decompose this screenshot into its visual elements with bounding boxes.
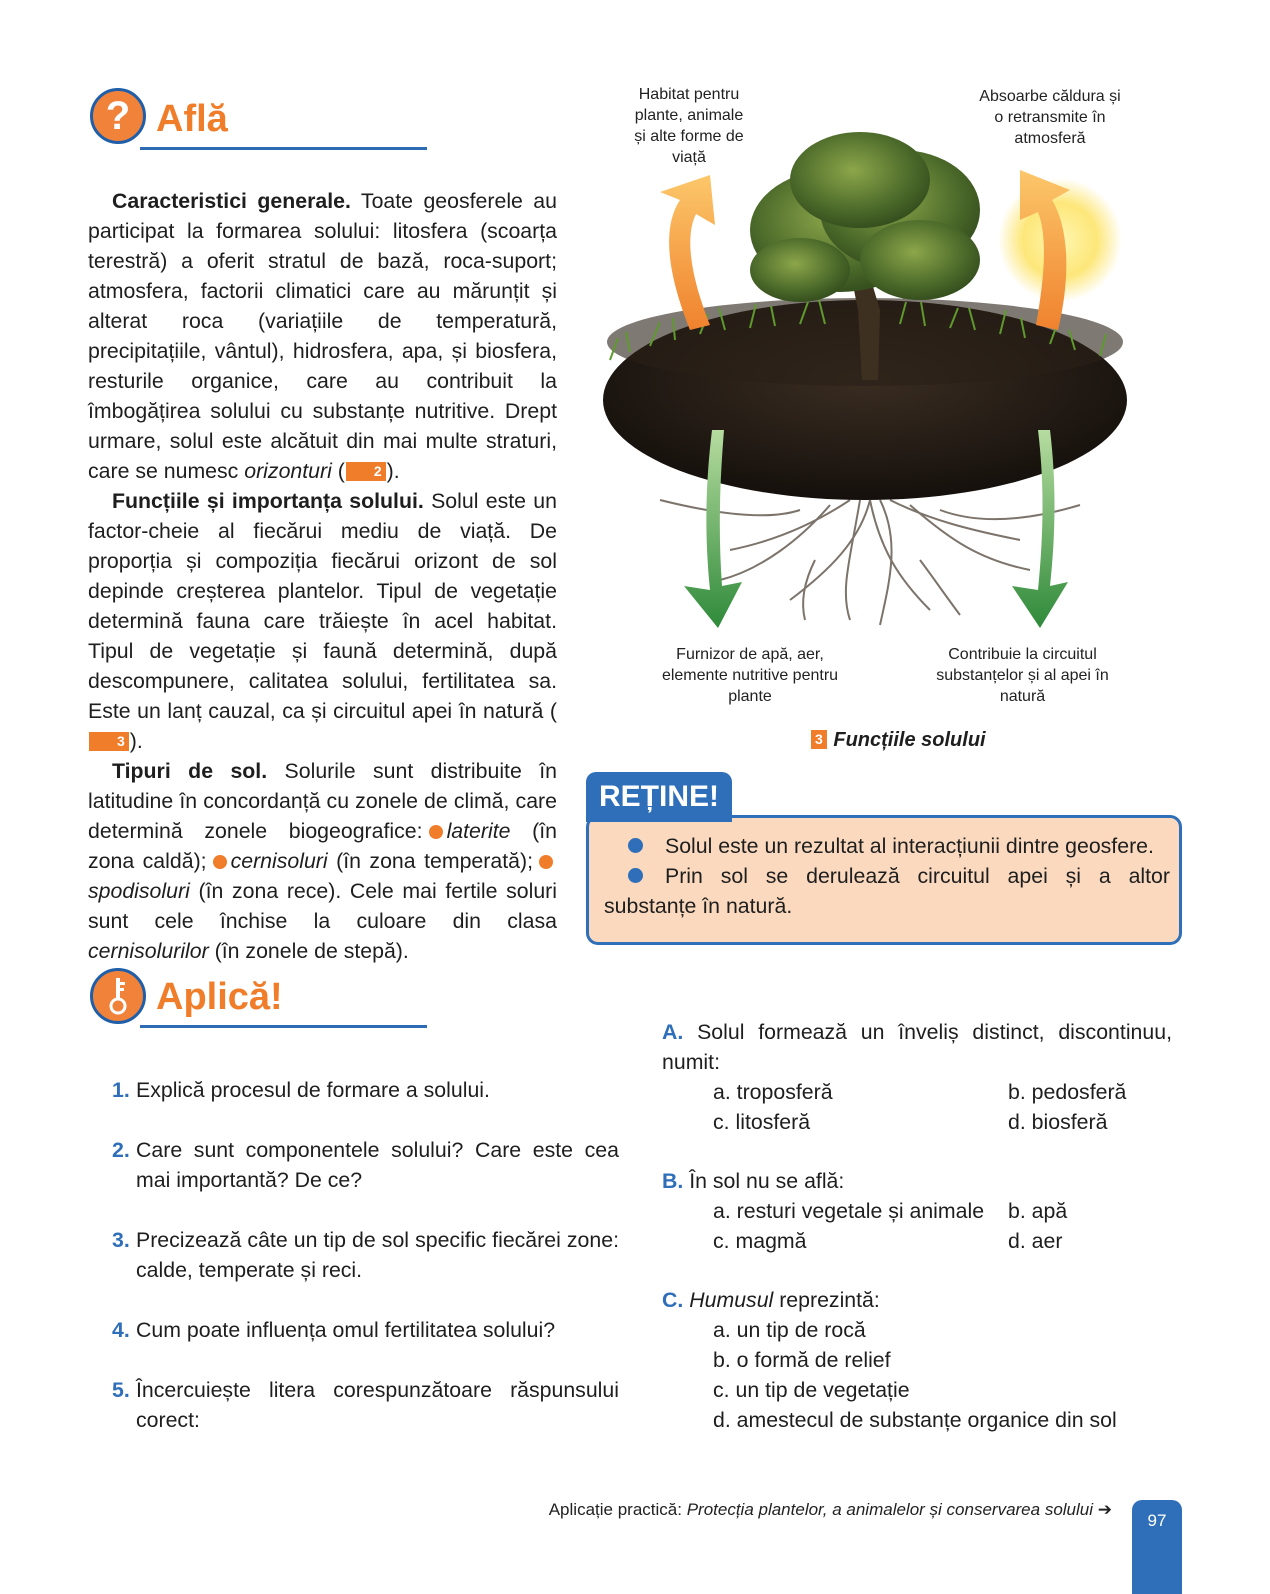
mc-option[interactable]: c. magmă [713,1229,807,1253]
paragraph-soil-types [88,756,557,966]
retine-title: REȚINE! [586,772,732,822]
page-number-tab [1132,1500,1182,1594]
page-number: 97 [1147,1511,1167,1530]
mc-option[interactable]: a. troposferă [713,1080,833,1104]
question-number: 2. [112,1138,130,1162]
term-laterite: laterite [446,819,511,843]
question-item [112,1315,619,1345]
footer-label: Aplicație practică: [548,1500,682,1519]
figure-number-badge: 3 [811,730,827,749]
mc-question-text: reprezintă: [773,1288,880,1312]
question-number: 5. [112,1378,130,1402]
paragraph-heading: Caracteristici generale. [112,189,351,213]
tree-canopy [750,132,980,302]
question-text: Care sunt componentele solului? Care este cea mai importantă? De ce? [136,1138,619,1192]
term-orizonturi: orizonturi [244,459,332,483]
retine-item-text: Solul este un rezultat al interacțiunii dintre geosfere. [665,834,1154,858]
paragraph-characteristics: Caracteristici generale. Toate geosferele au participat la formarea solului: litosfera (scoarța terestră) a oferit stratul de bază, roca-suport; atmosfera, factorii climatici care au mărunțit și alterat roca (variațiile de temperatură, precipitațiile, vântul), hidrosfera, apa, și biosfera, resturile organice, care au contribuit la îmbogățirea solului cu substanțe nutritive. Drept urmare, solul este alcătuit din mai multe straturi, care se numesc orizonturi ( 2 ). [88,189,557,483]
question-text: Precizează câte un tip de sol specific fiecărei zone: calde, temperate și reci. [136,1228,619,1282]
arrow-right-icon: ➔ [1097,1500,1112,1519]
mc-option[interactable]: b. pedosferă [1008,1080,1127,1104]
paragraph-text: Solurile sunt distribuite în latitudine în concordanță cu zonele de climă, care determină zonele biogeografice: [88,759,557,843]
mc-option[interactable]: d. biosferă [1008,1110,1108,1134]
paragraph-heading: Funcțiile și importanța solului. [112,489,424,513]
section-rule [140,147,427,150]
paragraph-text: Solul este un factor-cheie al fiecărui mediu de viață. De proporția și compoziția fiecărui orizont de sol depinde creșterea plantelor. Tipul de vegetație determină fauna care trăiește în acel habitat. Tipul de vegetație și faună determină, după descompunere, calitatea solului, fertilitatea sa. Este un lanț cauzal, ca și circuitul apei în natură ( [88,489,557,723]
term-cernisolurilor: cernisolurilor [88,939,209,963]
soil-functions-illustration [600,120,1140,640]
bullet-dot-icon [539,855,553,869]
mc-option[interactable]: c. un tip de vegetație [713,1378,910,1402]
mc-question-text: În sol nu se află: [689,1169,845,1193]
retine-item [604,831,1170,861]
retine-text [604,831,1170,921]
term-cernisoluri: cernisoluri [230,849,328,873]
mc-letter: A. [662,1020,684,1044]
question-mark-icon: ? [90,88,146,144]
mc-option[interactable]: b. apă [1008,1199,1068,1223]
question-text: Explică procesul de formare a solului. [136,1078,490,1102]
paragraph-text: (în zonele de stepă). [208,939,409,963]
figure-caption [810,729,986,752]
figure-label-habitat: Habitat pentru plante, animale și alte forme de viață [634,86,744,166]
figure-label-contribuie: Contribuie la circuitul substanțelor și al apei în natură [936,646,1109,705]
mc-option[interactable]: d. aer [1008,1229,1063,1253]
mc-option[interactable]: c. litosferă [713,1110,811,1134]
retine-item-text: Prin sol se derulează circuitul apei și a altor substanțe în natură. [604,864,1170,918]
mc-question-c [662,1285,880,1315]
question-text: Cum poate influența omul fertilitatea solului? [136,1318,556,1342]
bullet-dot-icon [628,868,643,883]
mc-question-b [662,1166,844,1196]
mc-question-text: Solul formează un înveliș distinct, discontinuu, numit: [662,1020,1172,1074]
section-rule [140,1025,427,1028]
footer-link-text[interactable]: Protecția plantelor, a animalelor și conservarea solului [686,1500,1094,1519]
paragraph-functions: Funcțiile și importanța solului. Solul este un factor-cheie al fiecărui mediu de viață. De proporția și compoziția fiecărui orizont de sol depinde creșterea plantelor. Tipul de vegetație determină fauna care trăiește în acel habitat. Tipul de vegetație și faună determină, după descompunere, calitatea solului, fertilitatea sa. Este un lanț cauzal, ca și circuitul apei în natură (3 ). [88,489,557,753]
term-spodisoluri: spodisoluri [88,879,190,903]
question-number: 1. [112,1078,130,1102]
key-icon [90,968,146,1024]
question-item [112,1225,619,1285]
paragraph-heading: Tipuri de sol. [112,759,268,783]
paragraph-text: (în zona temperată); [327,849,533,873]
mc-option[interactable]: d. amestecul de substanțe organice din sol [713,1408,1117,1432]
figure-label-absoarbe: Absoarbe căldura și o retransmite în atmosferă [979,88,1121,147]
footer-note [549,1500,1112,1520]
figure-ref-badge[interactable]: 3 [89,732,129,751]
bullet-dot-icon [213,855,227,869]
mc-letter: B. [662,1169,684,1193]
figure-ref-badge[interactable]: 2 [346,462,386,481]
question-number: 3. [112,1228,130,1252]
mc-option[interactable]: a. un tip de rocă [713,1318,866,1342]
mc-question-a [662,1017,1172,1077]
retine-item [604,861,1170,921]
body-text [88,186,557,966]
paragraph-text: (în zona caldă); [88,819,557,873]
arrow-up-left-icon [660,175,715,330]
bullet-dot-icon [429,825,443,839]
question-text: Încercuiește litera corespunzătoare răspunsului corect: [136,1378,619,1432]
question-item [112,1075,619,1105]
figure-caption-text: Funcțiile solului [833,729,986,751]
mc-option[interactable]: a. resturi vegetale și animale [713,1199,985,1223]
paragraph-text: (în zona rece). Cele mai fertile soluri sunt cele închise la culoare din clasa [88,879,557,933]
paragraph-text: Toate geosferele au participat la formarea solului: litosfera (scoarța terestră) a oferit stratul de bază, roca-suport; atmosfera, factorii climatici care au mărunțit și alterat roca (variațiile de temperatură, precipitațiile, vântul), hidrosfera, apa, și biosfera, resturile organice, care au contribuit la îmbogățirea solului cu substanțe nutritive. Drept urmare, solul este alcătuit din mai multe straturi, care se numesc [88,189,557,483]
mc-letter: C. [662,1288,684,1312]
section-title-afla: Află [156,98,228,140]
section-title-aplica: Aplică! [156,976,283,1018]
question-item [112,1135,619,1195]
bullet-dot-icon [628,838,643,853]
mc-option[interactable]: b. o formă de relief [713,1348,891,1372]
question-item [112,1375,619,1435]
question-number: 4. [112,1318,130,1342]
figure-label-furnizor: Furnizor de apă, aer, elemente nutritive pentru plante [661,646,839,705]
term-humusul: Humusul [689,1288,774,1312]
